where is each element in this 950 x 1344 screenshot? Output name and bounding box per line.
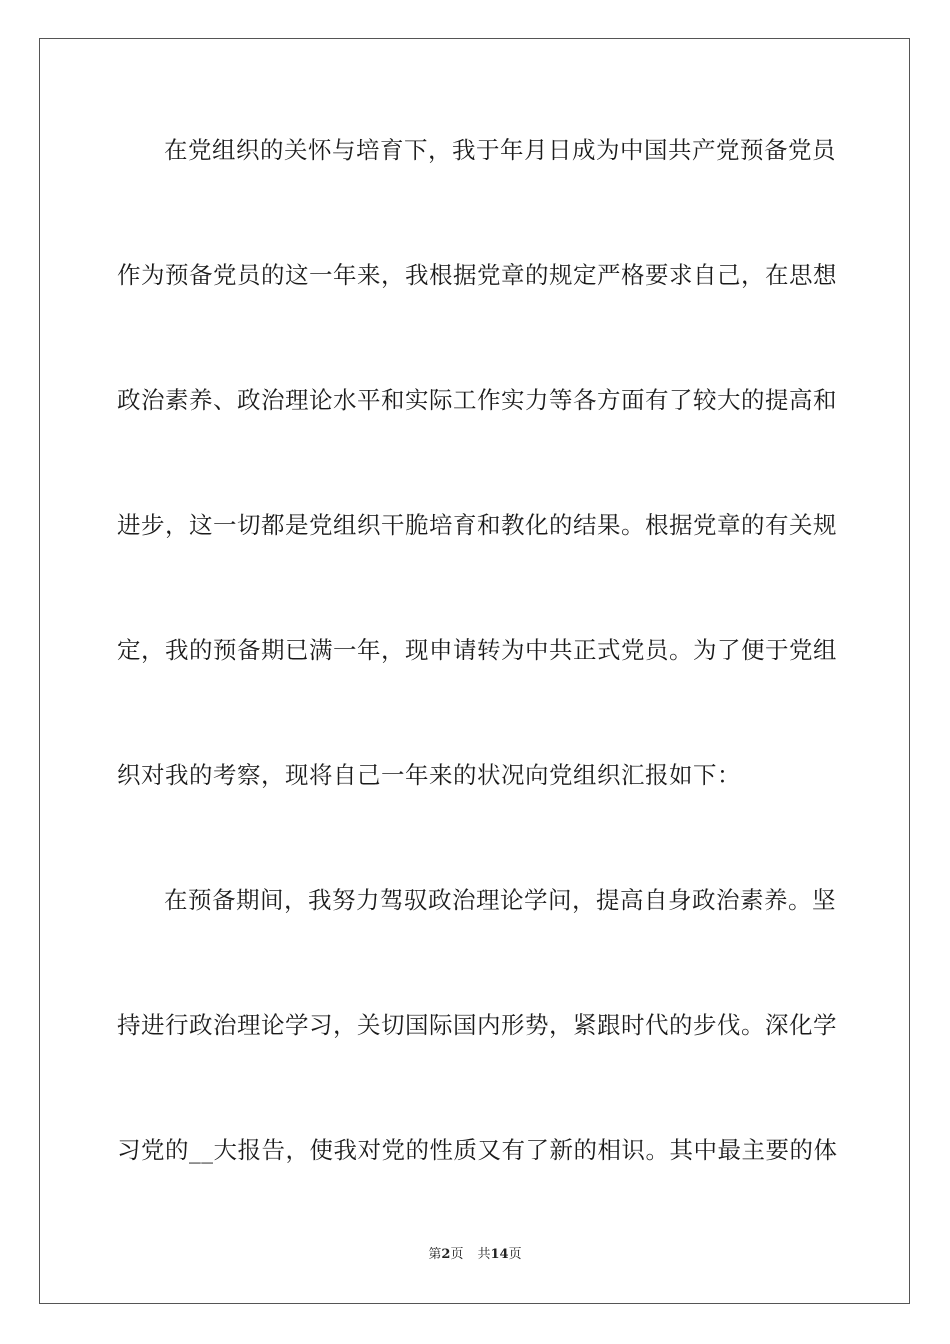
paragraph-1-line-4: 进步，这一切都是党组织干脆培育和教化的结果。根据党章的有关规 — [117, 511, 837, 539]
paragraph-1-line-3: 政治素养、政治理论水平和实际工作实力等各方面有了较大的提高和 — [117, 386, 837, 414]
footer-total-prefix: 共 — [477, 1247, 491, 1262]
footer-page-suffix: 页 — [450, 1247, 464, 1262]
paragraph-1-line-2: 作为预备党员的这一年来，我根据党章的规定严格要求自己，在思想 — [117, 261, 837, 289]
paragraph-1-line-6: 织对我的考察，现将自己一年来的状况向党组织汇报如下： — [117, 761, 741, 789]
paragraph-1-line-5: 定，我的预备期已满一年，现申请转为中共正式党员。为了便于党组 — [117, 636, 837, 664]
footer-total-suffix: 页 — [508, 1247, 522, 1262]
footer-total-pages: 14 — [490, 1247, 509, 1262]
footer-page-prefix: 第 — [428, 1247, 442, 1262]
paragraph-1-line-1: 在党组织的关怀与培育下，我于年月日成为中国共产党预备党员 — [164, 136, 836, 164]
page-border — [39, 38, 910, 1304]
footer-page-number: 2 — [441, 1247, 451, 1262]
paragraph-2-line-1: 在预备期间，我努力驾驭政治理论学问，提高自身政治素养。坚 — [164, 886, 836, 914]
paragraph-2-line-2: 持进行政治理论学习，关切国际国内形势，紧跟时代的步伐。深化学 — [117, 1011, 837, 1039]
page-footer — [0, 1246, 950, 1264]
paragraph-2-line-3: 习党的__大报告，使我对党的性质又有了新的相识。其中最主要的体 — [117, 1136, 838, 1164]
